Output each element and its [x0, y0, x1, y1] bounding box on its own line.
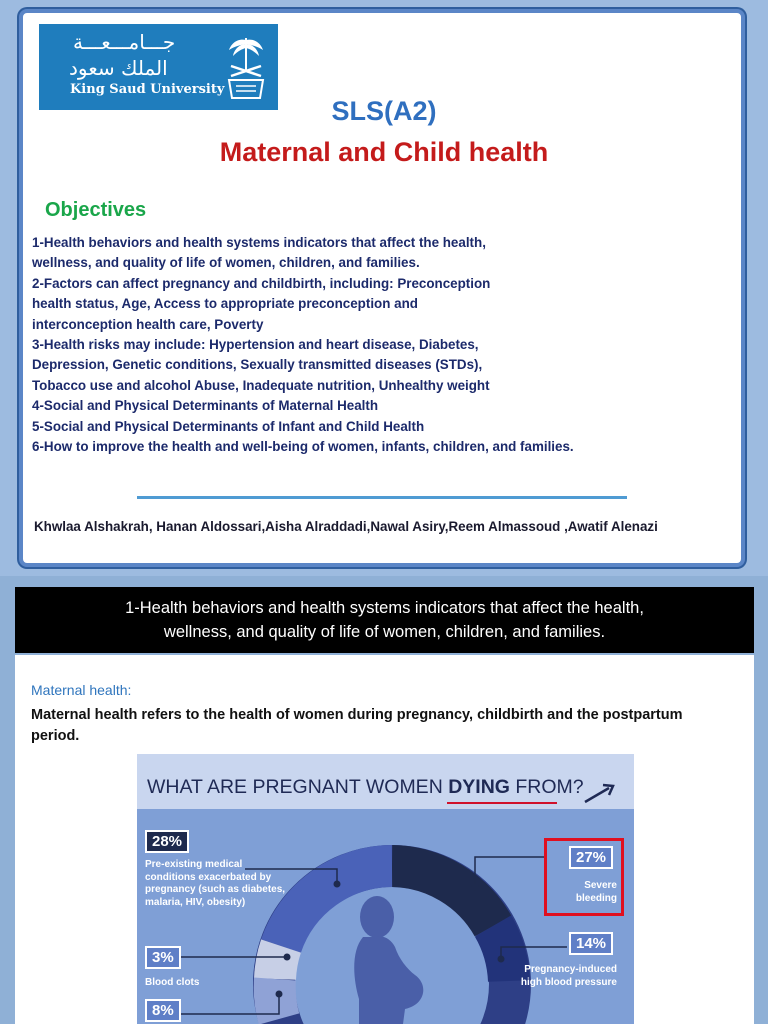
objective-line: 2-Factors can affect pregnancy and childbirth, including: Preconception [32, 275, 491, 291]
course-code: SLS(A2) [331, 96, 437, 126]
pct-high-bp: 14% [569, 932, 613, 955]
objective-line: 4-Social and Physical Determinants of Maternal Health [32, 398, 379, 414]
palm-swords-emblem-icon [225, 32, 267, 102]
label-bleeding: Severe bleeding [575, 880, 617, 904]
title-underline [447, 802, 557, 804]
objectives-heading: Objectives [45, 199, 147, 221]
objective-line: wellness, and quality of life of women, children, and families. [32, 255, 420, 271]
divider-line [137, 496, 627, 499]
pct-bleeding: 27% [569, 846, 613, 869]
pct-other: 8% [145, 999, 181, 1022]
donut-segment-clots [275, 946, 281, 979]
title-emphasis: DYING [448, 776, 510, 798]
infographic [137, 754, 634, 1024]
maternal-health-label: Maternal health: [31, 682, 132, 698]
pct-preexisting: 28% [145, 830, 189, 853]
label-high-bp: Pregnancy-induced high blood pressure [520, 964, 617, 988]
slide-title: Maternal and Child health [219, 137, 549, 167]
logo-arabic-line1: جـــامـــعـــة [73, 30, 176, 54]
logo-arabic-line2: الملك سعود [69, 56, 168, 80]
infographic-header [137, 754, 634, 809]
pct-blood-clots: 3% [145, 946, 181, 969]
banner-line-2: wellness, and quality of life of women, children, and families. [163, 623, 606, 641]
objective-line: 1-Health behaviors and health systems indicators that affect the health, [32, 235, 486, 250]
objectives-list [32, 233, 732, 457]
arrow-icon [583, 782, 625, 806]
objective-line: 3-Health risks may include: Hypertension and heart disease, Diabetes, [32, 337, 479, 353]
pregnant-woman-silhouette-icon [354, 896, 423, 1024]
authors-list: Khwlaa Alshakrah, Hanan Aldossari,Aisha Alraddadi,Nawal Asiry,Reem Almassoud ,Awatif Alenazi [34, 519, 658, 534]
objective-line: interconception health care, Poverty [32, 316, 264, 332]
objective-line: 5-Social and Physical Determinants of Infant and Child Health [32, 418, 425, 434]
infographic-title: WHAT ARE PREGNANT WOMEN DYING FROM? [147, 776, 584, 798]
objective-line: health status, Age, Access to appropriate preconception and [32, 296, 418, 312]
maternal-health-definition: Maternal health refers to the health of women during pregnancy, childbirth and the postpartum period. [31, 707, 683, 744]
label-blood-clots: Blood clots [145, 977, 200, 988]
banner-line-1: 1-Health behaviors and health systems indicators that affect the health, [125, 599, 644, 617]
logo-english: King Saud University [70, 82, 225, 97]
section-banner [15, 587, 754, 653]
objective-line: Depression, Genetic conditions, Sexually transmitted diseases (STDs), [32, 357, 483, 373]
label-preexisting: Pre-existing medical conditions exacerbated by pregnancy (such as diabetes, malaria, HIV, obesity) [145, 859, 286, 908]
objective-line: 6-How to improve the health and well-being of women, infants, children, and families. [32, 439, 574, 455]
objective-line: Tobacco use and alcohol Abuse, Inadequate nutrition, Unhealthy weight [32, 377, 490, 393]
highlight-box [544, 838, 624, 916]
